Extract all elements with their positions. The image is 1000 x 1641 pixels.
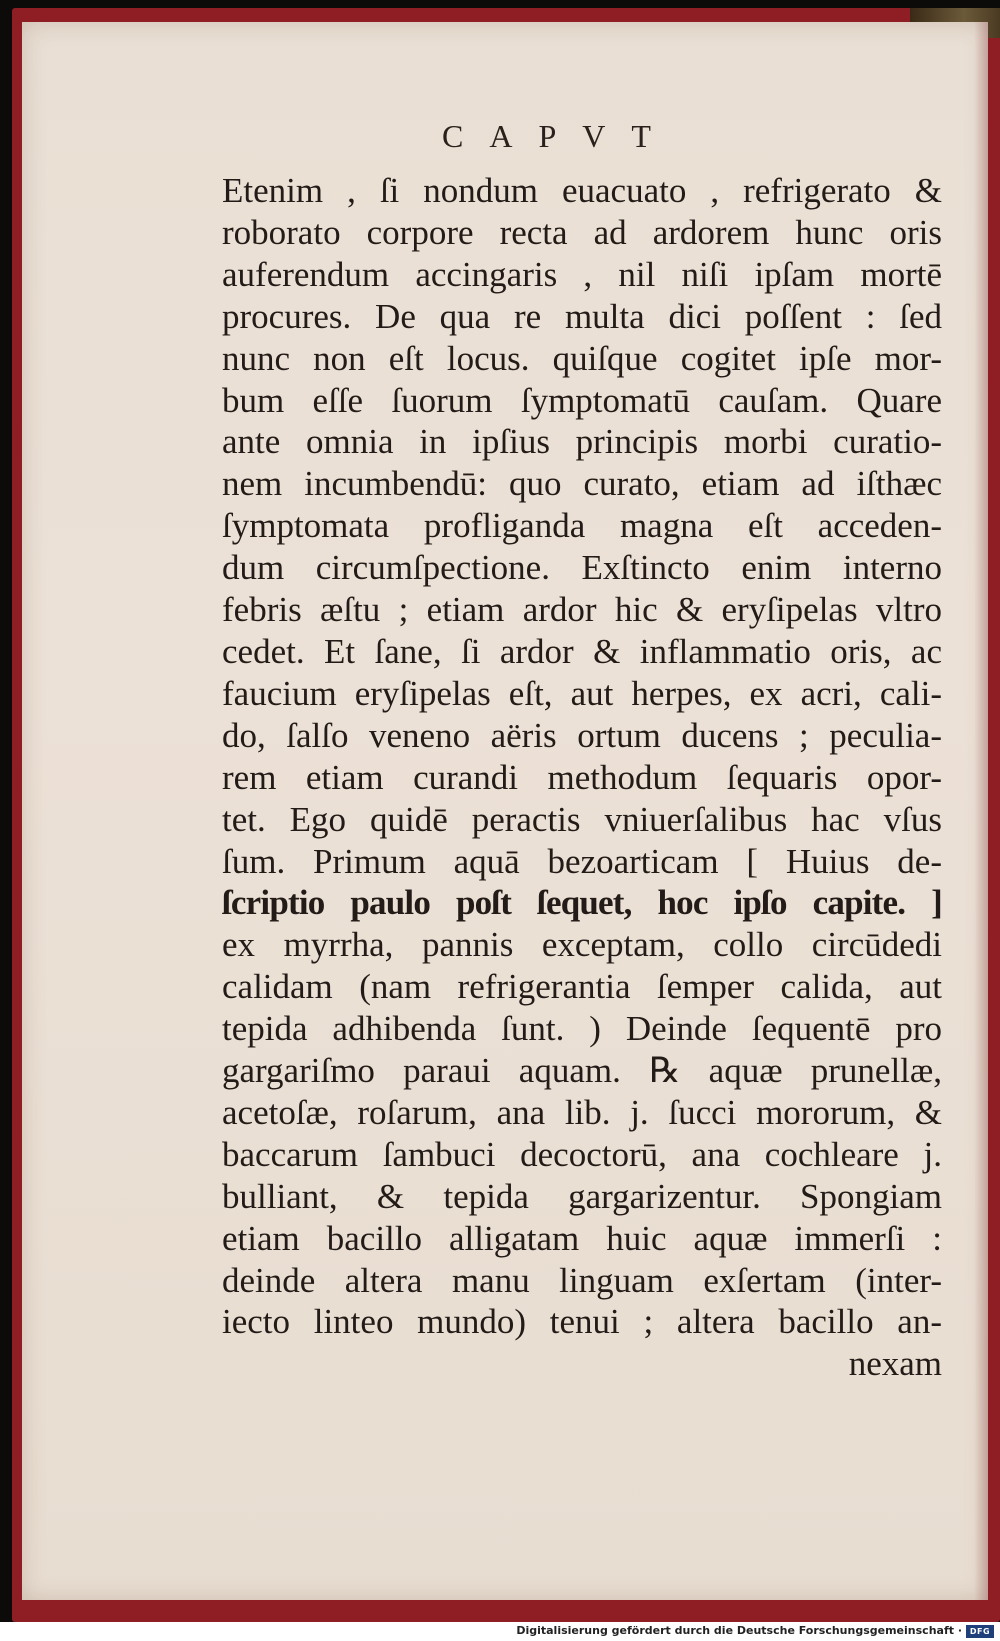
- text-line: bulliant, & tepida gargarizentur. Spongiam: [222, 1176, 942, 1216]
- text-line: roborato corpore recta ad ardorem hunc oris: [222, 212, 942, 252]
- text-line: ſcriptio paulo poſt ſequet, hoc ipſo capite. ]: [222, 883, 942, 923]
- text-line: ſum. Primum aquā bezoarticam [ Huius de-: [222, 841, 942, 881]
- text-line: tepida adhibenda ſunt. ) Deinde ſequentē pro: [222, 1009, 942, 1049]
- funding-credit: Digitalisierung gefördert durch die Deutsche Forschungsgemeinschaft ·: [516, 1624, 962, 1637]
- book-page: [22, 22, 988, 1600]
- text-line: Etenim , ſi nondum euacuato , refrigerato &: [222, 171, 942, 210]
- text-line: ex myrrha, pannis exceptam, collo circūdedi: [222, 925, 942, 965]
- text-line: etiam bacillo alligatam huic aquæ immerſi :: [222, 1218, 942, 1258]
- text-line: tet. Ego quidē peractis vniuerſalibus hac vſus: [222, 799, 942, 839]
- text-line: febris æſtu ; etiam ardor hic & eryſipelas vltro: [222, 590, 942, 630]
- dfg-logo: DFG: [966, 1625, 994, 1638]
- text-line: nem incumbendū: quo curato, etiam ad iſthæc: [222, 464, 942, 504]
- body-text: [222, 170, 942, 1385]
- text-line: procures. De qua re multa dici poſſent : ſed: [222, 296, 942, 336]
- running-head: CAPVT: [442, 118, 677, 154]
- text-line: acetoſæ, roſarum, ana lib. j. ſucci mororum, &: [222, 1092, 942, 1132]
- text-line: gargariſmo paraui aquam. ℞ aquæ prunellæ,: [222, 1051, 942, 1091]
- text-line: calidam (nam refrigerantia ſemper calida, aut: [222, 967, 942, 1007]
- text-line: deinde altera manu linguam exſertam (inter-: [222, 1260, 942, 1300]
- text-line: do, ſalſo veneno aëris ortum ducens ; peculia-: [222, 715, 942, 755]
- text-line: cedet. Et ſane, ſi ardor & inflammatio oris, ac: [222, 631, 942, 671]
- text-line: baccarum ſambuci decoctorū, ana cochleare j.: [222, 1134, 942, 1174]
- text-line: nexam: [848, 1344, 942, 1384]
- text-line: nunc non eſt locus. quiſque cogitet ipſe mor-: [222, 338, 942, 378]
- footer-bar: [0, 1622, 1000, 1641]
- text-line: faucium eryſipelas eſt, aut herpes, ex acri, cali-: [222, 673, 942, 713]
- text-line: bum eſſe ſuorum ſymptomatū cauſam. Quare: [222, 380, 942, 420]
- text-line: iecto linteo mundo) tenui ; altera bacillo an-: [222, 1302, 942, 1342]
- text-line: ſymptomata profliganda magna eſt acceden-: [222, 506, 942, 546]
- text-line: ante omnia in ipſius principis morbi curatio-: [222, 422, 942, 462]
- text-line: dum circumſpectione. Exſtincto enim interno: [222, 548, 942, 588]
- text-line: rem etiam curandi methodum ſequaris opor-: [222, 757, 942, 797]
- text-line: auferendum accingaris , nil niſi ipſam mortē: [222, 254, 942, 294]
- page-edge-shadow: [974, 22, 988, 1600]
